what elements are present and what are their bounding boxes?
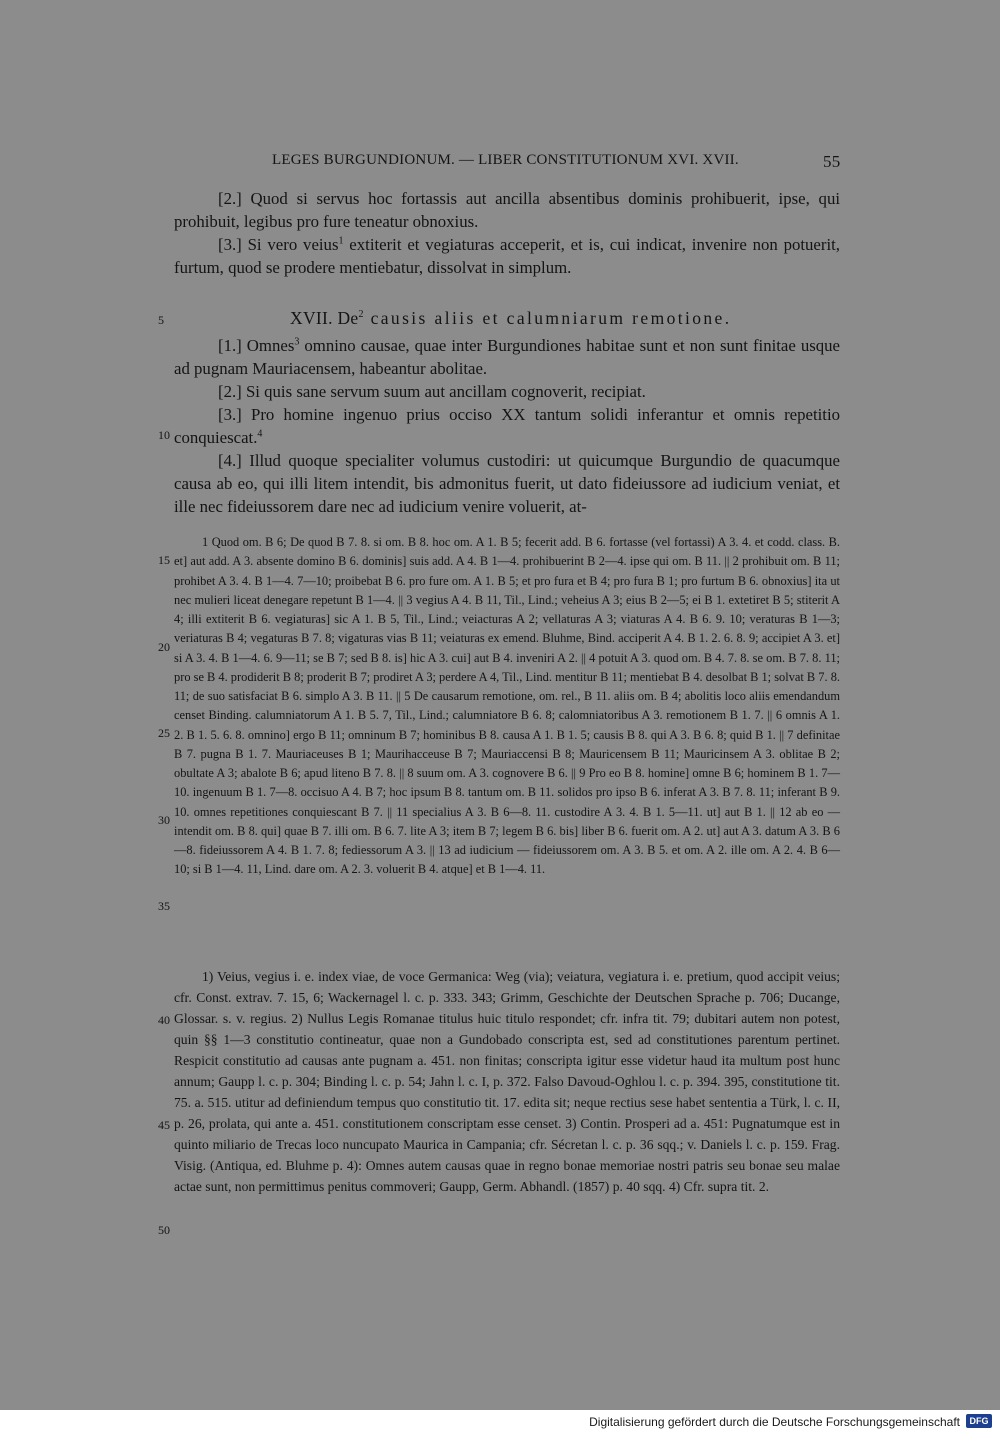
line-number: 50 [158,1223,170,1237]
section-body [174,334,840,518]
section-paragraph-1: [1.] Omnes$^3$ omnino causae, quae inter Burgundiones habitae sunt et non sunt finitae usque ad pugnam Mauriacensem, habeantur abolitae. [174,336,841,378]
line-number: 30 [158,813,170,827]
section-paragraph-4: [4.] Illud quoque specialiter volumus custodiri: ut quicumque Burgundio de quacumque causa ab eo, qui illi litem intendit, bis admonitus fuerit, ut dato fideiussore ad iudicium veniat, et ille nec fideiussorem dare nec ad iudicium venire voluerit, at- [174,451,840,516]
footnotes: 1) Veius, vegius i. e. index viae, de voce Germanica: Weg (via); veiatura, vegiatura i. e. pretium, quod accipit veius; cfr. Const. extrav. 7. 15, 6; Wackernagel l. c. p. 333. 343; Grimm, Geschichte der Deutschen Sprache p. 706; Ducange, Glossar. s. v. regius. 2) Nullus Legis Romanae titulus huic titulo respondet; cfr. infra tit. 79; dubitari autem non potest, quin §§ 1—3 constitutio contineatur, quae non a Gundobado conscripta est, sed ad constitutiones parentum pertinet. Respicit constitutio ad causas ante pugnam a. 451. non finitas; conscripta igitur esse videtur haud ita multum post hunc annum; Gaupp l. c. p. 304; Binding l. c. p. 54; Jahn l. c. I, p. 372. Falso Davoud-Oghlou l. c. p. 394. 395, constitutione tit. 75. a. 515. utitur ad definiendum tempus quo constitutio tit. 17. edita sit; neque rectius sese habet sententia a Türk, l. c. II, p. 26, prolata, qui ante a. 451. constitutionem conscriptam esse censet. 3) Contin. Prosperi ad a. 451: Pugnatumque est in quinto miliario de Trecas loco nuncupato Maurica in Campania; cfr. Sécretan l. c. p. 36 sqq.; v. Daniels l. c. p. 159. Frag. Visig. (Antiqua, ed. Bluhme p. 4): Omnes autem causas quae in regno bonae memoriae nostri patris seu bonae seu malae actae sunt, non permittimus penitus commoveri; Gaupp, Germ. Abhandl. (1857) p. 40 sqq. 4) Cfr. supra tit. 2. [174,969,840,1194]
digitization-footer [0,1410,1000,1434]
line-number: 20 [158,640,170,654]
section-paragraph-2: [2.] Si quis sane servum suum aut ancillam cognoverit, recipiat. [218,382,646,401]
section-paragraph-3: [3.] Pro homine ingenuo prius occiso XX tantum solidi inferantur et omnis repetitio conquiescat.$^4$ [174,405,840,447]
footnote-ref-3: 3 [294,336,300,348]
line-number: 45 [158,1118,170,1132]
line-number: 25 [158,726,170,740]
section-heading: XVII. De$^2$ causis aliis et calumniarum remotione. [290,308,732,328]
running-title: LEGES BURGUNDIONUM. — LIBER CONSTITUTIONUM XVI. XVII. [272,152,739,168]
dfg-logo-icon: DFG [966,1414,992,1428]
line-number: 15 [158,553,170,567]
footnote-ref-2: 2 [358,309,364,321]
funding-credit: Digitalisierung gefördert durch die Deutsche Forschungsgemeinschaft [589,1415,960,1429]
paragraph-3: [3.] Si vero veius$^1$ extiterit et vegiaturas acceperit, et is, cui indicat, invenire non potuerit, furtum, quod se prodere mentiebatur, dissolvat in simplum. [174,235,840,277]
paragraph-2: [2.] Quod si servus hoc fortassis aut ancilla absentibus dominis prohibuerit, ipse, qui prohibuit, legibus pro fure teneatur obnoxius. [174,189,840,231]
line-number: 35 [158,899,170,913]
page-number: 55 [823,152,841,171]
critical-apparatus: 1 Quod om. B 6; De quod B 7. 8. si om. B 8. hoc om. A 1. B 5; fecerit add. B 6. fortasse (vel fortassi) A 3. 4. et codd. class. B. et] aut add. A 3. absente domino B 6. dominis] suis add. A 4. B 1—4. prohibuerint B 2—4. ipse qui om. B 11. || 2 prohibuit om. B 11; prohibet A 3. 4. B 1—4. 7—10; proibebat B 6. pro fure om. A 1. B 5; et pro fura et B 4; pro fura B 1; pro furtum B 6. obnoxius] ita ut nec mulieri liceat denegare repetunt B 1—4. || 3 vegius A 4. B 11, Til., Lind.; veheius A 3; eius B 2—5; ei B 1. extetiret B 5; stiterit A 4; illi extiterit B 6. vegiaturas] sic A 1. B 5, Til., Lind.; veiacturas A 2; vellaturas A 3; viaturas A 4. B 6. 9. 10; veraturas B 1—3; veriaturas B 4; vegaturas B 7. 8; vigaturas vias B 11; veiaturas ex emend. Bluhme, Bind. acciperit A 4. B 1. 2. 6. 8. 9; accipiet A 3. et] si A 3. 4. B 1—4. 6. 9—11; se B 7; sed B 8. is] hic A 3. cui] aut B 4. inveniri A 2. || 4 potuit A 3. quod om. B 4. 7. 8. se om. B 7. 8. 11; pro se B 4. prodiderit B 8; proderit B 7; prodiret A 3; perdere A 4, Til., Lind. mentitur B 11; mentiebat B 4. desolbat B 1; solvat B 7. 8. 11; de suo satisfaciat B 6. simplo A 3. B 11. || 5 De causarum remotione, om. rel., B 11. aliis om. B 4; abolitis loco aliis emendandum censet Binding. calumniatorum A 1. B 5. 7, Til., Lind.; calumniatore B 6. 8; calomniatoribus A 3. remotionem B 1. 7. || 6 omnis A 1. 2. B 1. 5. 6. 8. omnino] ergo B 11; omninum B 7; hominibus B 8. causa A 1. B 1. 5; causis B 8. qui A 3. B 6. 8; quid B 1. || 7 definitae B 7. pugna B 1. 7. Mauriaceuses B 1; Maurihacceuse B 7; Mauriaccensi B 8; Mauricensem B 11; Mauricinsem A 3. oblitae B 2; obultate A 3; abalote B 6; apud liteno B 7. 8. || 8 suum om. A 3. cognovere B 6. || 9 Pro eo B 8. homine] omne B 6; hominem B 1. 7—10. ingenuum B 1. 7—8. occisuo A 4. B 7; hoc ipsum B 8. tantum om. B 11. solidos pro ipso B 6. inferat A 3. B 7. 8. 11; inferant B 9. 10. omnes repetitiones conquiescant B 7. || 11 specialius A 3. B 6—8. 11. custodire A 3. 4. B 1. 5—11. ut] aut B 1. || 12 ab eo — intendit om. B 8. qui] quae B 7. illi om. B 6. 7. lite A 3; item B 7; legem B 6. bis] liber B 6. fuerit om. A 2. ut] aut A 3. datum A 3. B 6—8. fideiussorem A 4. B 1. 7. 8; fediessorum A 3. || 13 ad iudicium — fideiussorem om. A 3. B 5. et om. A 2. ille om. A 2. 4. B 6—10; si B 1—4. 11, Lind. dare om. A 2. 3. voluerit B 4. atque] et B 1—4. 11. [174,535,840,877]
line-number: 10 [158,428,170,442]
line-number: 40 [158,1013,170,1027]
footnote-ref-4: 4 [257,428,263,440]
footnote-ref-1: 1 [338,235,344,247]
line-number: 5 [158,313,164,327]
